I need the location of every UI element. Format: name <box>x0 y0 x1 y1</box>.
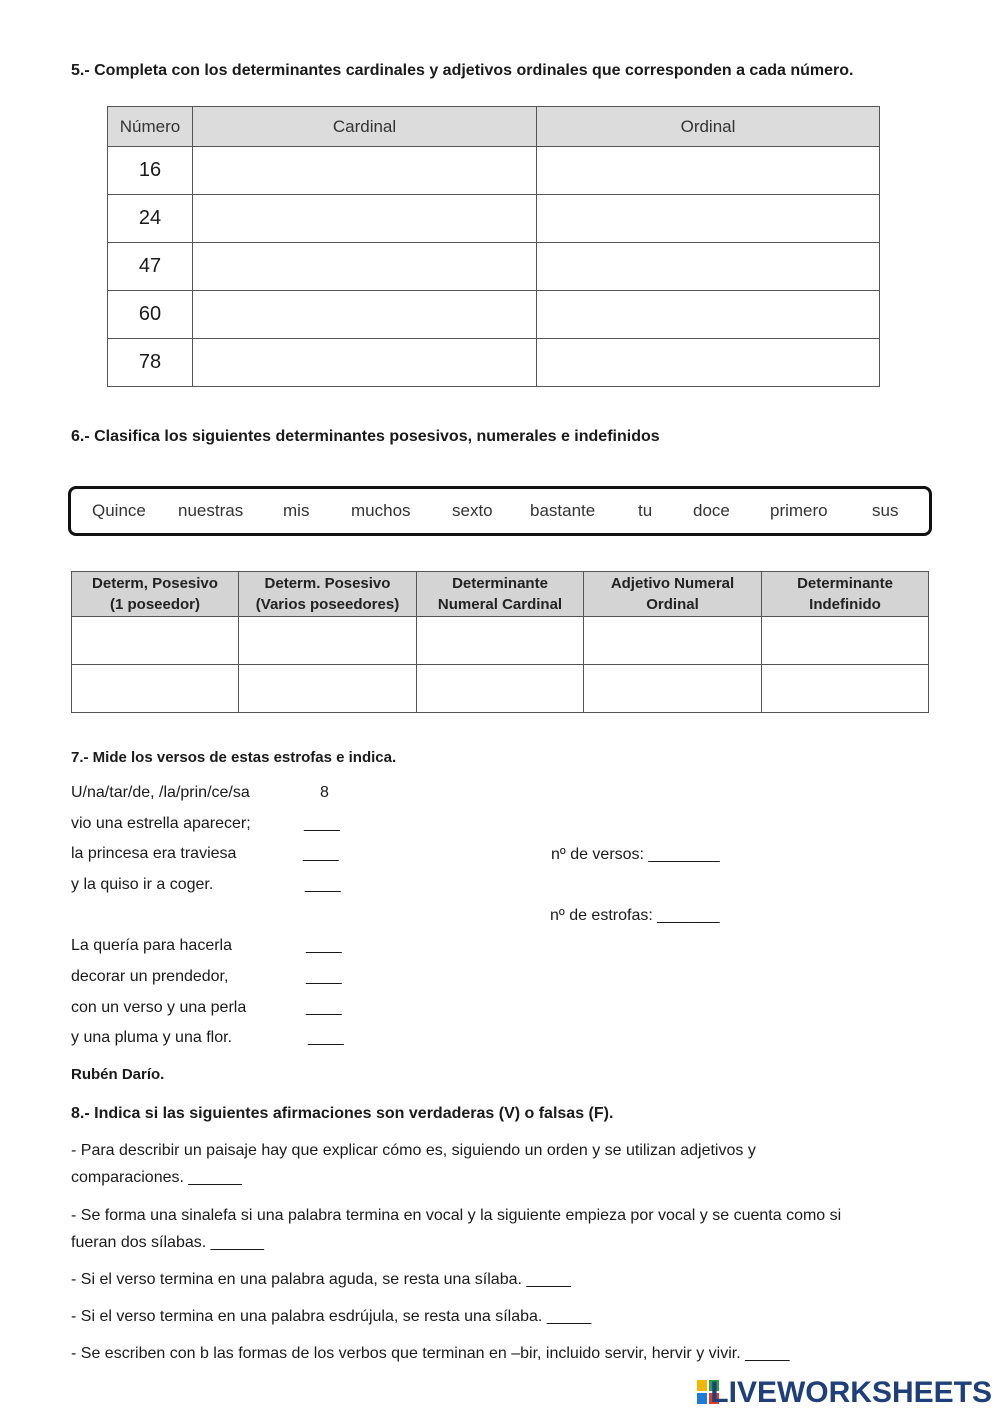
header-cardinal: Cardinal <box>193 107 537 147</box>
header-cardinal: Determinante Numeral Cardinal <box>417 572 584 617</box>
number-cell: 16 <box>108 147 193 195</box>
header-ordinal: Adjetivo Numeral Ordinal <box>584 572 762 617</box>
word-bank-item: tu <box>638 501 653 520</box>
table-row <box>108 147 880 195</box>
table-row <box>108 291 880 339</box>
q8-title: 8.- Indica si las siguientes afirmaciones son verdaderas (V) o falsas (F). <box>71 1105 614 1122</box>
answer-cell[interactable] <box>72 617 239 665</box>
verse-answer-blank[interactable]: ____ <box>305 876 341 893</box>
num-estrofas[interactable]: nº de estrofas: _______ <box>550 907 720 924</box>
header-indefinido: Determinante Indefinido <box>762 572 929 617</box>
number-cell: 24 <box>108 195 193 243</box>
word-bank-item: sexto <box>452 501 493 520</box>
statement-2: - Se forma una sinalefa si una palabra termina en vocal y la siguiente empieza por vocal y se cuenta como si <box>71 1207 842 1224</box>
verse-text: la princesa era traviesa <box>71 845 237 862</box>
word-bank-item: sus <box>872 501 899 520</box>
answer-cell[interactable] <box>239 617 417 665</box>
statement-3[interactable]: - Si el verso termina en una palabra aguda, se resta una sílaba. _____ <box>71 1271 571 1288</box>
answer-cell[interactable] <box>417 617 584 665</box>
header-posesivo-varios: Determ. Posesivo (Varios poseedores) <box>239 572 417 617</box>
answer-cell[interactable] <box>239 665 417 713</box>
num-versos[interactable]: nº de versos: ________ <box>551 846 720 863</box>
numbers-table <box>107 106 880 387</box>
verse-answer-blank[interactable]: ____ <box>306 968 342 985</box>
cardinal-answer-cell[interactable] <box>193 243 537 291</box>
statement-5[interactable]: - Se escriben con b las formas de los verbos que terminan en –bir, incluido servir, hervir y vivir. _____ <box>71 1345 790 1362</box>
word-bank-item: doce <box>693 501 730 520</box>
q6-title: 6.- Clasifica los siguientes determinantes posesivos, numerales e indefinidos <box>71 428 660 445</box>
word-bank-item: primero <box>770 501 828 520</box>
cardinal-answer-cell[interactable] <box>193 147 537 195</box>
verse-answer-blank[interactable]: ____ <box>306 937 342 954</box>
statement-2-answer[interactable]: fueran dos sílabas. ______ <box>71 1234 265 1251</box>
table-row <box>108 195 880 243</box>
answer-cell[interactable] <box>584 665 762 713</box>
verse-answer: 8 <box>320 784 329 801</box>
answer-cell[interactable] <box>762 617 929 665</box>
verse-answer-blank[interactable]: ____ <box>306 999 342 1016</box>
verse-answer-blank[interactable]: ____ <box>303 845 339 862</box>
q5-title: 5.- Completa con los determinantes cardinales y adjetivos ordinales que corresponden a cada número. <box>71 62 854 79</box>
answer-cell[interactable] <box>762 665 929 713</box>
answer-cell[interactable] <box>584 617 762 665</box>
cardinal-answer-cell[interactable] <box>193 339 537 387</box>
answer-cell[interactable] <box>417 665 584 713</box>
word-bank-item: Quince <box>92 501 146 520</box>
verse-answer-blank[interactable]: ____ <box>308 1029 344 1046</box>
table-row <box>72 617 929 665</box>
ordinal-answer-cell[interactable] <box>537 339 880 387</box>
liveworksheets-brand: LIVEWORKSHEETS <box>710 1376 992 1409</box>
cardinal-answer-cell[interactable] <box>193 291 537 339</box>
answer-cell[interactable] <box>72 665 239 713</box>
table-row <box>108 339 880 387</box>
number-cell: 47 <box>108 243 193 291</box>
number-cell: 60 <box>108 291 193 339</box>
header-numero: Número <box>108 107 193 147</box>
cardinal-answer-cell[interactable] <box>193 195 537 243</box>
word-bank-item: mis <box>283 501 310 520</box>
q7-title: 7.- Mide los versos de estas estrofas e indica. <box>71 749 397 766</box>
word-bank-item: muchos <box>351 501 411 520</box>
number-cell: 78 <box>108 339 193 387</box>
word-bank-item: bastante <box>530 501 596 520</box>
verse-text: U/na/tar/de, /la/prin/ce/sa <box>71 784 250 801</box>
poem-author: Rubén Darío. <box>71 1066 165 1083</box>
table-row <box>72 665 929 713</box>
ordinal-answer-cell[interactable] <box>537 243 880 291</box>
header-posesivo-1: Determ, Posesivo (1 poseedor) <box>72 572 239 617</box>
statement-4[interactable]: - Si el verso termina en una palabra esdrújula, se resta una sílaba. _____ <box>71 1308 592 1325</box>
verse-text: vio una estrella aparecer; <box>71 815 251 832</box>
statement-1-answer[interactable]: comparaciones. ______ <box>71 1169 242 1186</box>
verse-text: decorar un prendedor, <box>71 968 229 985</box>
verse-text: La quería para hacerla <box>71 937 232 954</box>
ordinal-answer-cell[interactable] <box>537 291 880 339</box>
verse-text: y una pluma y una flor. <box>71 1029 232 1046</box>
verse-text: con un verso y una perla <box>71 999 247 1016</box>
header-ordinal: Ordinal <box>537 107 880 147</box>
verse-text: y la quiso ir a coger. <box>71 876 214 893</box>
ordinal-answer-cell[interactable] <box>537 195 880 243</box>
table-row <box>108 243 880 291</box>
verse-answer-blank[interactable]: ____ <box>304 815 340 832</box>
word-bank-item: nuestras <box>178 501 244 520</box>
classification-table <box>71 571 929 713</box>
ordinal-answer-cell[interactable] <box>537 147 880 195</box>
statement-1: - Para describir un paisaje hay que explicar cómo es, siguiendo un orden y se utilizan adjetivos y <box>71 1142 756 1159</box>
